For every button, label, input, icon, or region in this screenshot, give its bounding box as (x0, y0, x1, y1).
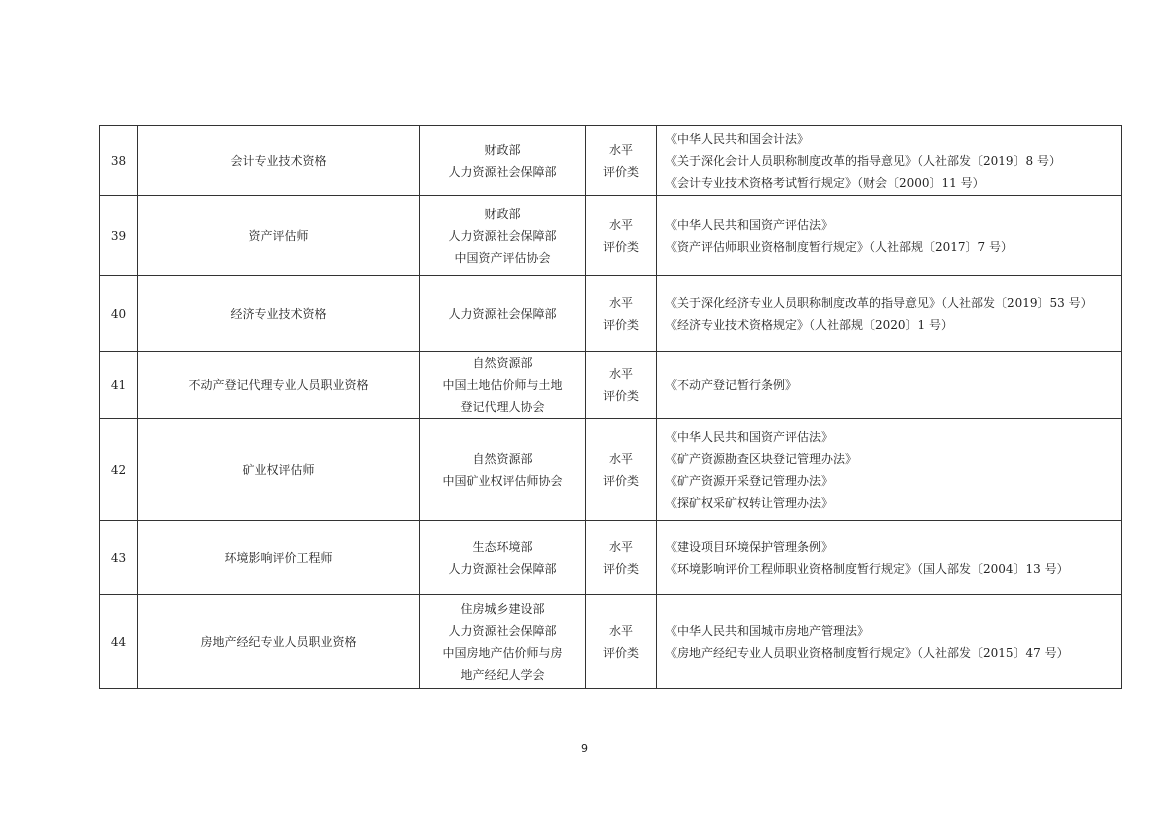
department-cell (420, 276, 586, 352)
department-line: 人力资源社会保障部 (448, 561, 557, 576)
row-number: 38 (100, 126, 138, 196)
category-cell (586, 352, 657, 419)
department-line: 财政部 (484, 142, 521, 157)
category-line: 评价类 (602, 473, 639, 488)
legal-basis-line: 《会计专业技术资格考试暂行规定》（财会〔2000〕11 号） (665, 175, 985, 190)
department-line: 住房城乡建设部 (460, 601, 545, 616)
category-cell (586, 521, 657, 595)
department-cell (420, 595, 586, 689)
department-line: 中国资产评估协会 (454, 250, 551, 265)
category-line: 评价类 (602, 389, 639, 403)
department-line: 自然资源部 (472, 356, 533, 370)
category-line: 水平 (608, 623, 633, 638)
category-line: 水平 (608, 295, 633, 310)
qualification-name: 资产评估师 (138, 196, 420, 276)
category-cell (586, 196, 657, 276)
category-line: 评价类 (602, 645, 639, 660)
department-line: 人力资源社会保障部 (448, 228, 557, 243)
row-number: 39 (100, 196, 138, 276)
department-line: 中国矿业权评估师协会 (442, 473, 563, 488)
category-line: 水平 (608, 142, 633, 157)
qualification-name: 房地产经纪专业人员职业资格 (138, 595, 420, 689)
table-body (100, 126, 1122, 689)
legal-basis-line: 《资产评估师职业资格制度暂行规定》（人社部规〔2017〕7 号） (665, 239, 1013, 254)
legal-basis-line: 《关于深化会计人员职称制度改革的指导意见》（人社部发〔2019〕8 号） (665, 153, 1061, 168)
legal-basis-line: 《不动产登记暂行条例》 (665, 378, 798, 392)
category-line: 水平 (608, 451, 633, 466)
category-line: 评价类 (602, 317, 639, 332)
department-line: 人力资源社会保障部 (448, 623, 557, 638)
qualification-name: 环境影响评价工程师 (138, 521, 420, 595)
legal-basis-cell (657, 126, 1122, 196)
department-line: 财政部 (484, 206, 521, 221)
category-line: 水平 (608, 539, 633, 554)
department-cell (420, 521, 586, 595)
legal-basis-cell (657, 521, 1122, 595)
category-line: 评价类 (602, 561, 639, 576)
category-line: 水平 (608, 367, 633, 381)
row-number: 41 (100, 352, 138, 419)
department-line: 登记代理人协会 (460, 400, 545, 414)
legal-basis-cell (657, 276, 1122, 352)
qualification-name: 经济专业技术资格 (138, 276, 420, 352)
legal-basis-line: 《经济专业技术资格规定》（人社部规〔2020〕1 号） (665, 317, 953, 332)
department-line: 中国房地产估价师与房 (442, 645, 563, 660)
department-cell (420, 126, 586, 196)
legal-basis-line: 《矿产资源勘查区块登记管理办法》 (665, 451, 858, 466)
department-line: 地产经纪人学会 (460, 667, 545, 682)
department-line: 中国土地估价师与土地 (442, 378, 563, 392)
category-cell (586, 419, 657, 521)
legal-basis-line: 《探矿权采矿权转让管理办法》 (665, 495, 834, 510)
row-number: 43 (100, 521, 138, 595)
legal-basis-line: 《中华人民共和国资产评估法》 (665, 217, 834, 232)
legal-basis-line: 《房地产经纪专业人员职业资格制度暂行规定》（人社部发〔2015〕47 号） (665, 645, 1069, 660)
row-number: 42 (100, 419, 138, 521)
row-number: 40 (100, 276, 138, 352)
table-row (100, 276, 1122, 352)
table-row (100, 196, 1122, 276)
legal-basis-line: 《中华人民共和国会计法》 (665, 131, 810, 146)
legal-basis-line: 《中华人民共和国资产评估法》 (665, 429, 834, 444)
category-line: 评价类 (602, 239, 639, 254)
legal-basis-line: 《环境影响评价工程师职业资格制度暂行规定》（国人部发〔2004〕13 号） (665, 561, 1069, 576)
category-line: 水平 (608, 217, 633, 232)
qualification-name: 不动产登记代理专业人员职业资格 (138, 352, 420, 419)
qualification-name: 矿业权评估师 (138, 419, 420, 521)
table-row (100, 595, 1122, 689)
department-cell (420, 419, 586, 521)
department-line: 生态环境部 (472, 539, 533, 554)
department-cell (420, 196, 586, 276)
legal-basis-line: 《建设项目环境保护管理条例》 (665, 539, 834, 554)
department-line: 人力资源社会保障部 (448, 164, 557, 179)
row-number: 44 (100, 595, 138, 689)
category-line: 评价类 (602, 164, 639, 179)
department-line: 人力资源社会保障部 (448, 306, 557, 321)
table-row (100, 521, 1122, 595)
category-cell (586, 595, 657, 689)
legal-basis-line: 《关于深化经济专业人员职称制度改革的指导意见》（人社部发〔2019〕53 号） (665, 295, 1093, 310)
department-cell (420, 352, 586, 419)
table-row (100, 419, 1122, 521)
legal-basis-cell (657, 352, 1122, 419)
table-row (100, 126, 1122, 196)
qualification-table (99, 125, 1122, 689)
legal-basis-cell (657, 196, 1122, 276)
category-cell (586, 126, 657, 196)
legal-basis-line: 《中华人民共和国城市房地产管理法》 (665, 623, 870, 638)
department-line: 自然资源部 (472, 451, 533, 466)
page-number: 9 (581, 742, 588, 755)
legal-basis-cell (657, 419, 1122, 521)
qualification-name: 会计专业技术资格 (138, 126, 420, 196)
category-cell (586, 276, 657, 352)
legal-basis-line: 《矿产资源开采登记管理办法》 (665, 473, 834, 488)
table-row (100, 352, 1122, 419)
legal-basis-cell (657, 595, 1122, 689)
